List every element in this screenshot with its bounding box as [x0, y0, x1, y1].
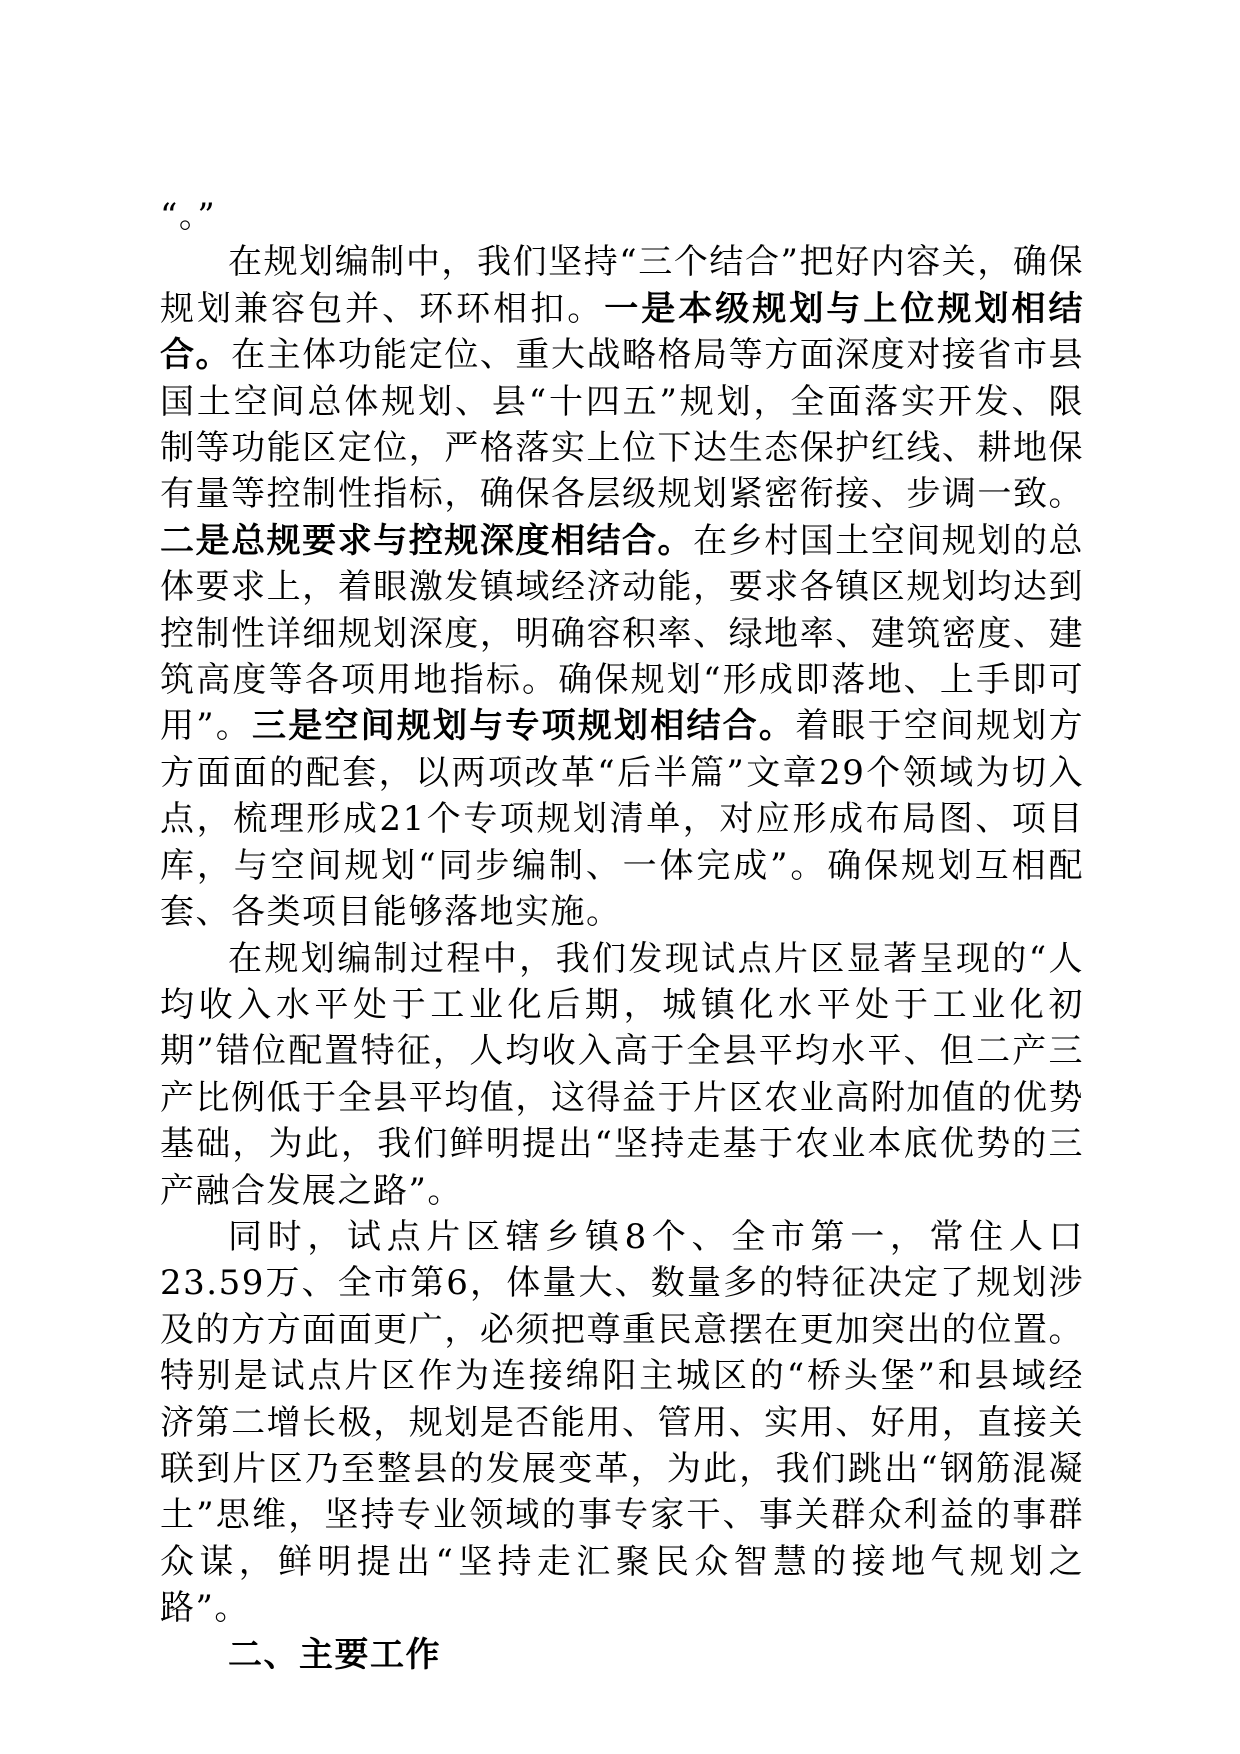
point-three-heading: 三是空间规划与专项规划相结合。	[252, 706, 796, 747]
paragraph-3-text: 同时，试点片区辖乡镇8个、全市第一，常住人口23.59万、全市第6，体量大、数量多的特征决定了规划涉及的方方面面更广，必须把尊重民意摆在更加突出的位置。特别是试点片区作为连接绵阳主城区的“桥头堡”和县域经济第二增长极，规划是否能用、管用、实用、好用，直接关联到片区乃至整县的发展变革，为此，我们跳出“钢筋混凝土”思维，坚持专业领域的事专家干、事关群众利益的事群众谋，鲜明提出“坚持走汇聚民众智慧的接地气规划之路”。	[160, 1216, 1084, 1629]
paragraph-pilot-area	[160, 1214, 1084, 1632]
paragraph-2-text: 在规划编制过程中，我们发现试点片区显著呈现的“人均收入水平处于工业化后期，城镇化水平处于工业化初期”错位配置特征，人均收入高于全县平均水平、但二产三产比例低于全县平均值，这得益于片区农业高附加值的优势基础，为此，我们鲜明提出“坚持走基于农业本底优势的三产融合发展之路”。	[160, 938, 1084, 1211]
paragraph-three-combinations	[160, 239, 1084, 935]
section-heading-main-work	[160, 1632, 1084, 1678]
document-body	[160, 193, 1084, 1678]
point-one-heading: 一是本级规划与上位规划相结合。	[160, 288, 1084, 376]
section-heading-text: 二、主要工作	[228, 1634, 441, 1675]
opening-fragment-text: “。”	[160, 196, 217, 236]
opening-fragment	[160, 193, 1084, 239]
point-two-heading: 二是总规要求与控规深度相结合。	[160, 520, 694, 561]
paragraph-1-text-3: 在乡村国土空间规划的总体要求上，着眼激发镇域经济动能，要求各镇区规划均达到控制性详细规划深度，明确容积率、绿地率、建筑密度、建筑高度等各项用地指标。确保规划“形成即落地、上手即可用”。	[160, 520, 1085, 747]
paragraph-1-text-2: 在主体功能定位、重大战略格局等方面深度对接省市县国土空间总体规划、县“十四五”规划，全面落实开发、限制等功能区定位，严格落实上位下达生态保护红线、耕地保有量等控制性指标，确保各层级规划紧密衔接、步调一致。	[160, 335, 1085, 515]
paragraph-1-text-4: 着眼于空间规划方方面面的配套，以两项改革“后半篇”文章29个领域为切入点，梳理形成21个专项规划清单，对应形成布局图、项目库，与空间规划“同步编制、一体完成”。确保规划互相配套、各类项目能够落地实施。	[160, 706, 1085, 933]
paragraph-compilation-process	[160, 936, 1084, 1214]
paragraph-1-text-1: 在规划编制中，我们坚持“三个结合”把好内容关，确保规划兼容包并、环环相扣。	[160, 242, 1084, 329]
